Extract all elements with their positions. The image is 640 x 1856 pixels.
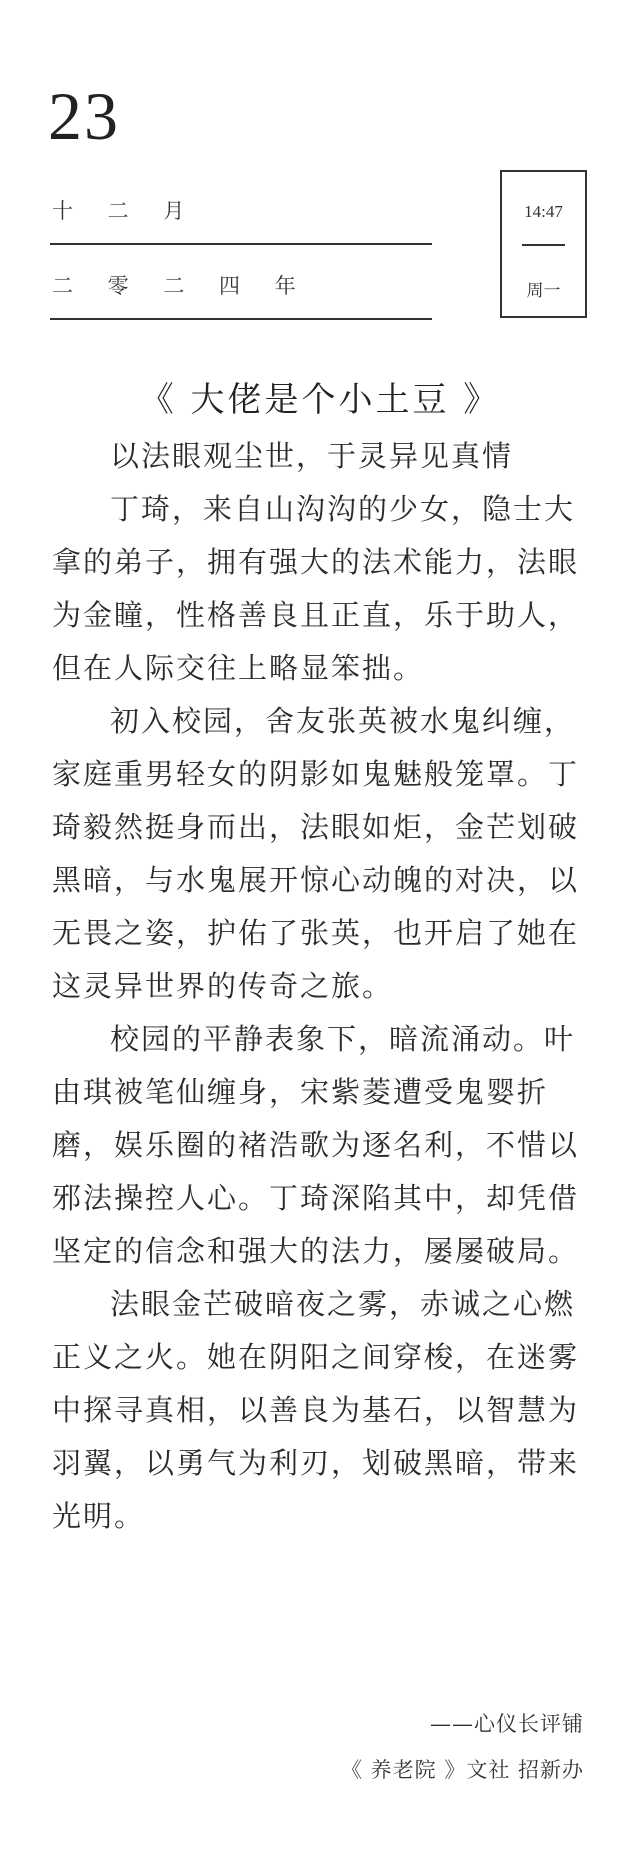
divider-line (50, 318, 432, 320)
article-paragraph: 以法眼观尘世，于灵异见真情 (110, 439, 514, 473)
weekday-label: 周一 (526, 281, 561, 301)
time-divider (522, 244, 565, 246)
time-label: 14:47 (524, 202, 563, 221)
article-title: 《 大佬是个小土豆 》 (139, 380, 501, 420)
article-body (52, 430, 594, 1543)
reviewer-signature: ——心仪长评铺 (430, 1712, 584, 1736)
day-number: 23 (48, 78, 120, 154)
society-signature: 《 养老院 》文社 招新办 (340, 1758, 584, 1782)
article-paragraph: 法眼金芒破暗夜之雾，赤诚之心燃正义之火。她在阴阳之间穿梭，在迷雾中探寻真相，以善良为基石，以智慧为羽翼，以勇气为利刃，划破黑暗，带来光明。 (52, 1287, 580, 1533)
article-paragraph: 丁琦，来自山沟沟的少女，隐士大拿的弟子，拥有强大的法术能力，法眼为金瞳，性格善良且正直，乐于助人，但在人际交往上略显笨拙。 (52, 492, 580, 685)
time-box (500, 170, 587, 318)
divider-line (50, 243, 432, 245)
month-label: 十 二 月 (52, 199, 199, 223)
year-label: 二 零 二 四 年 (52, 274, 310, 298)
article-paragraph: 校园的平静表象下，暗流涌动。叶由琪被笔仙缠身，宋紫菱遭受鬼婴折磨，娱乐圈的褚浩歌为逐名利，不惜以邪法操控人心。丁琦深陷其中，却凭借坚定的信念和强大的法力，屡屡破局。 (52, 1022, 580, 1268)
article-paragraph: 初入校园，舍友张英被水鬼纠缠，家庭重男轻女的阴影如鬼魅般笼罩。丁琦毅然挺身而出，法眼如炬，金芒划破黑暗，与水鬼展开惊心动魄的对决，以无畏之姿，护佑了张英，也开启了她在这灵异世界的传奇之旅。 (52, 704, 580, 1003)
